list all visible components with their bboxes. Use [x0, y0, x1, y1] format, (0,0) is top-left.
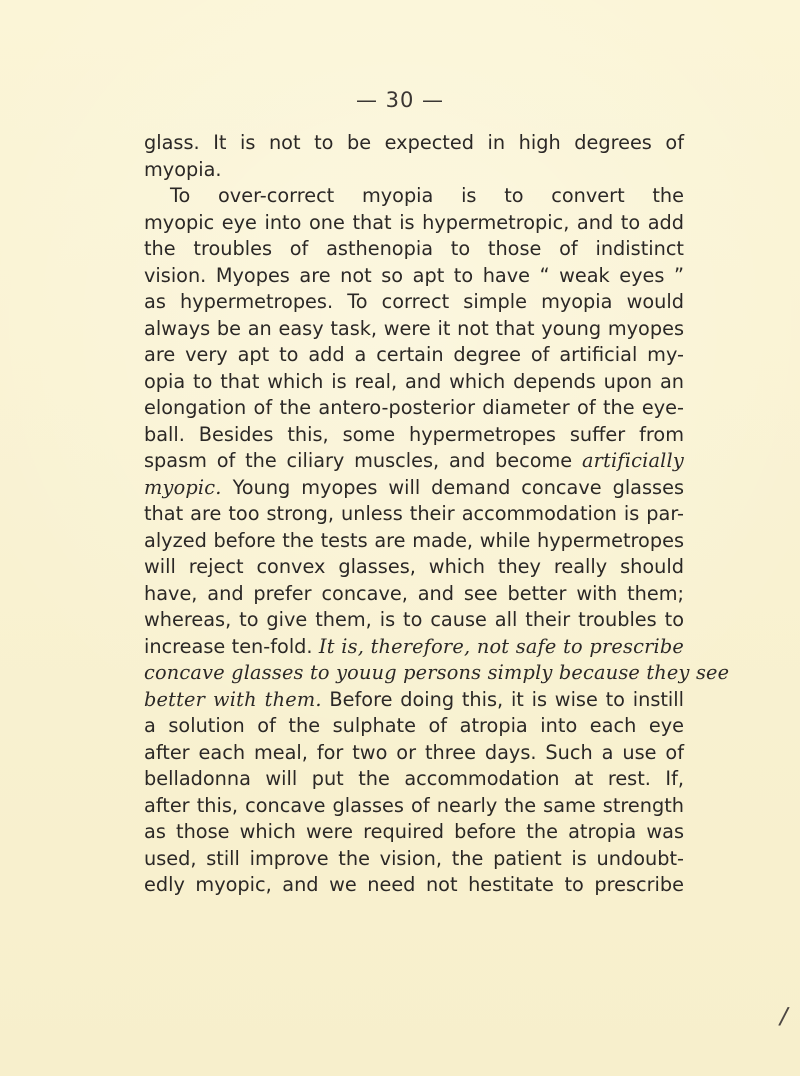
text-line [144, 634, 684, 661]
text-line: always be an easy task, were it not that young myopes [144, 316, 684, 340]
body-text [144, 130, 730, 899]
italic-text: artificially [581, 449, 684, 472]
text-line: the troubles of asthenopia to those of indistinct [144, 237, 684, 260]
italic-text: better with them. [144, 687, 322, 711]
text-line: edly myopic, and we need not hestitate to prescribe [144, 873, 684, 896]
text-line: a solution of the sulphate of atropia into each eye [144, 714, 684, 737]
text-line: as those which were required before the atropia was [144, 820, 684, 843]
text-line: myopic eye into one that is hypermetropic, and to add [144, 210, 684, 234]
italic-text: myopic. [144, 475, 222, 499]
italic-text: It is, therefore, not safe to prescribe [318, 634, 685, 658]
text-run: Before doing this, it is wise to instill [321, 687, 684, 711]
italic-line: concave glasses to youug persons simply because they see [144, 661, 730, 684]
text-line: have, and prefer concave, and see better with them; [144, 581, 684, 605]
text-line: vision. Myopes are not so apt to have “ weak eyes ” [144, 263, 684, 287]
text-line: ball. Besides this, some hypermetropes suffer from [144, 422, 684, 446]
text-line: elongation of the antero-posterior diameter of the eye- [144, 396, 684, 419]
text-line: glass. It is not to be expected in high degrees of [144, 131, 684, 154]
text-line: myopia. [144, 157, 222, 181]
text-line: after each meal, for two or three days. Such a use of [144, 740, 684, 764]
text-line: To over-correct myopia is to convert the [170, 184, 684, 207]
text-line: that are too strong, unless their accommodation is par- [144, 502, 684, 525]
text-line [144, 448, 684, 475]
text-line: after this, concave glasses of nearly the same strength [144, 793, 684, 817]
text-run: Young myopes will demand concave glasses [221, 475, 684, 499]
text-line: opia to that which is real, and which depends upon an [144, 369, 684, 393]
text-line: alyzed before the tests are made, while hypermetropes [144, 528, 684, 552]
text-line [144, 687, 684, 714]
page-number: — 30 — [355, 88, 445, 112]
text-line: belladonna will put the accommodation at rest. If, [144, 767, 684, 790]
text-line: whereas, to give them, is to cause all their troubles to [144, 608, 684, 631]
text-line [144, 475, 684, 502]
text-line: used, still improve the vision, the patient is undoubt- [144, 846, 684, 870]
edge-mark: / [777, 1001, 791, 1031]
text-line: are very apt to add a certain degree of artificial my- [144, 343, 684, 366]
text-line: as hypermetropes. To correct simple myopia would [144, 290, 684, 313]
text-line: will reject convex glasses, which they really should [144, 555, 684, 578]
text-run: spasm of the ciliary muscles, and become [144, 449, 582, 472]
text-run: increase ten-fold. [144, 634, 319, 658]
